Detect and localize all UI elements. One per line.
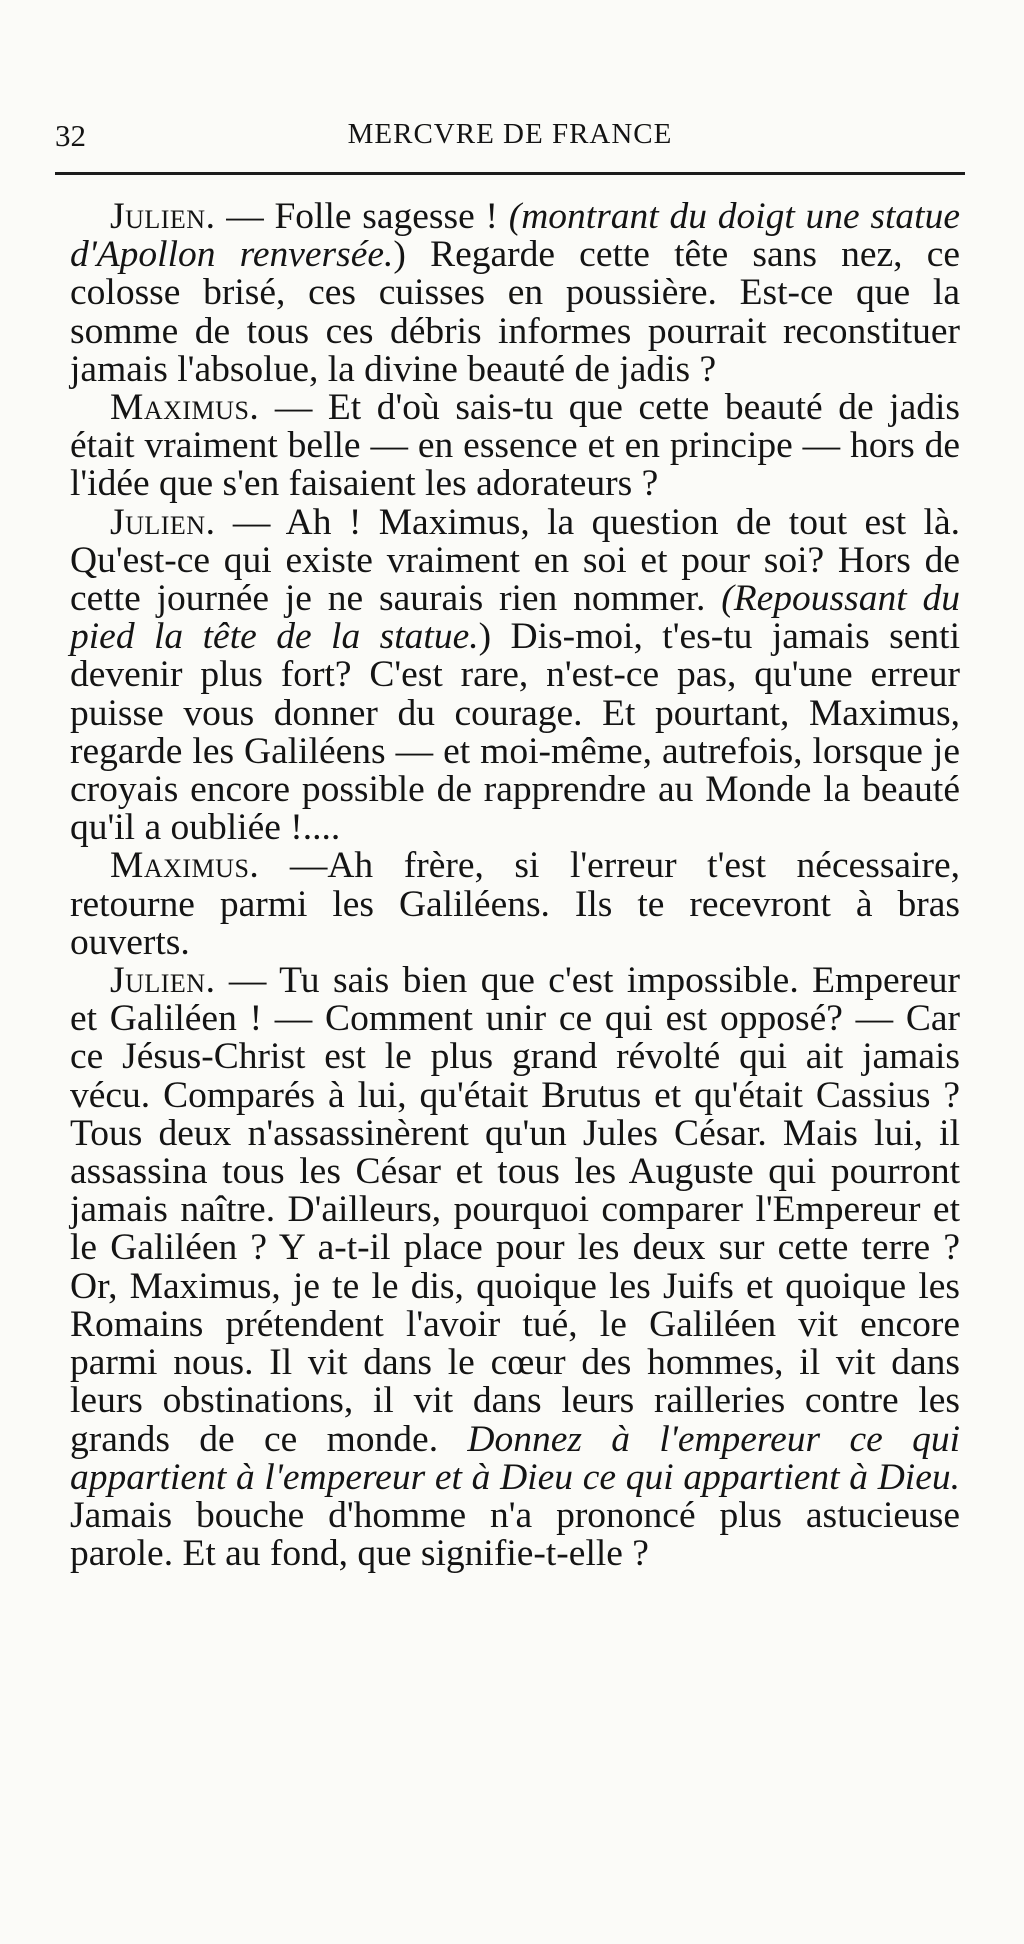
stage-direction: Donnez à l'empereur ce qui appartient à l'empereur et à Dieu ce qui appartient à Dieu.	[70, 1418, 960, 1498]
speech-text: —Ah frère, si l'erreur t'est nécessaire, retourne parmi les Galiléens. Ils te recevront à bras ouverts.	[70, 845, 960, 963]
speaker-name: Maximus.	[110, 387, 260, 429]
dialogue-paragraph	[70, 501, 960, 849]
header-rule	[55, 172, 965, 175]
page-number: 32	[55, 118, 86, 153]
page-header	[55, 118, 965, 160]
speaker-name: Maximus.	[110, 845, 260, 887]
speaker-name: Julien.	[110, 501, 216, 543]
speech-text: — Ah ! Maximus, la question de tout est là. Qu'est-ce qui existe vraiment en soi et pour soi? Hors de cette journée je ne saurais rien nommer.	[70, 501, 960, 620]
stage-direction: (Repoussant du pied la tête de la statue.	[70, 578, 960, 658]
speaker-name: Julien.	[110, 960, 216, 1002]
speech-text: Jamais bouche d'homme n'a prononcé plus astucieuse parole. Et au fond, que signifie-t-elle ?	[70, 1494, 960, 1575]
speech-text: ) Regarde cette tête sans nez, ce colosse brisé, ces cuisses en poussière. Est-ce que la somme de tous ces débris informes pourrait reconstituer jamais l'absolue, la divine beauté de jadis ?	[70, 234, 960, 390]
dialogue-paragraph	[70, 962, 960, 1573]
dialogue-paragraph	[70, 389, 960, 504]
speaker-name: Julien.	[110, 196, 216, 237]
speech-text: — Et d'où sais-tu que cette beauté de jadis était vraiment belle — en essence et en principe — hors de l'idée que s'en faisaient les adorateurs ?	[70, 387, 960, 505]
speech-text: — Folle sagesse !	[215, 196, 509, 237]
speech-text: — Tu sais bien que c'est impossible. Empereur et Galiléen ! — Comment unir ce qui est opposé? — Car ce Jésus-Christ est le plus grand révolté qui ait jamais vécu. Comparés à lui, qu'était Brutus et qu'était Cassius ? Tous deux n'assassinèrent qu'un Jules César. Mais lui, il assassina tous les César et tous les Auguste qui pourront jamais naître. D'ailleurs, pourquoi comparer l'Empereur et le Galiléen ? Y a-t-il place pour les deux sur cette terre ? Or, Maximus, je te le dis, quoique les Juifs et quoique les Romains prétendent l'avoir tué, le Galiléen vit encore parmi nous. Il vit dans le cœur des hommes, il vit dans leurs obstinations, il vit dans leurs railleries contre les grands de ce monde.	[70, 960, 960, 1460]
dialogue-paragraph	[70, 847, 960, 962]
dialogue-text	[70, 198, 960, 1573]
stage-direction: (montrant du doigt une statue d'Apollon renversée.	[70, 196, 960, 276]
dialogue-paragraph	[70, 198, 960, 389]
running-head: MERCVRE DE FRANCE	[347, 118, 673, 150]
speech-text: ) Dis-moi, t'es-tu jamais senti devenir plus fort? C'est rare, n'est-ce pas, qu'une erreur puisse vous donner du courage. Et pourtant, Maximus, regarde les Galiléens — et moi-même, autrefois, lorsque je croyais encore possible de rapprendre au Monde la beauté qu'il a oubliée !....	[70, 616, 960, 849]
